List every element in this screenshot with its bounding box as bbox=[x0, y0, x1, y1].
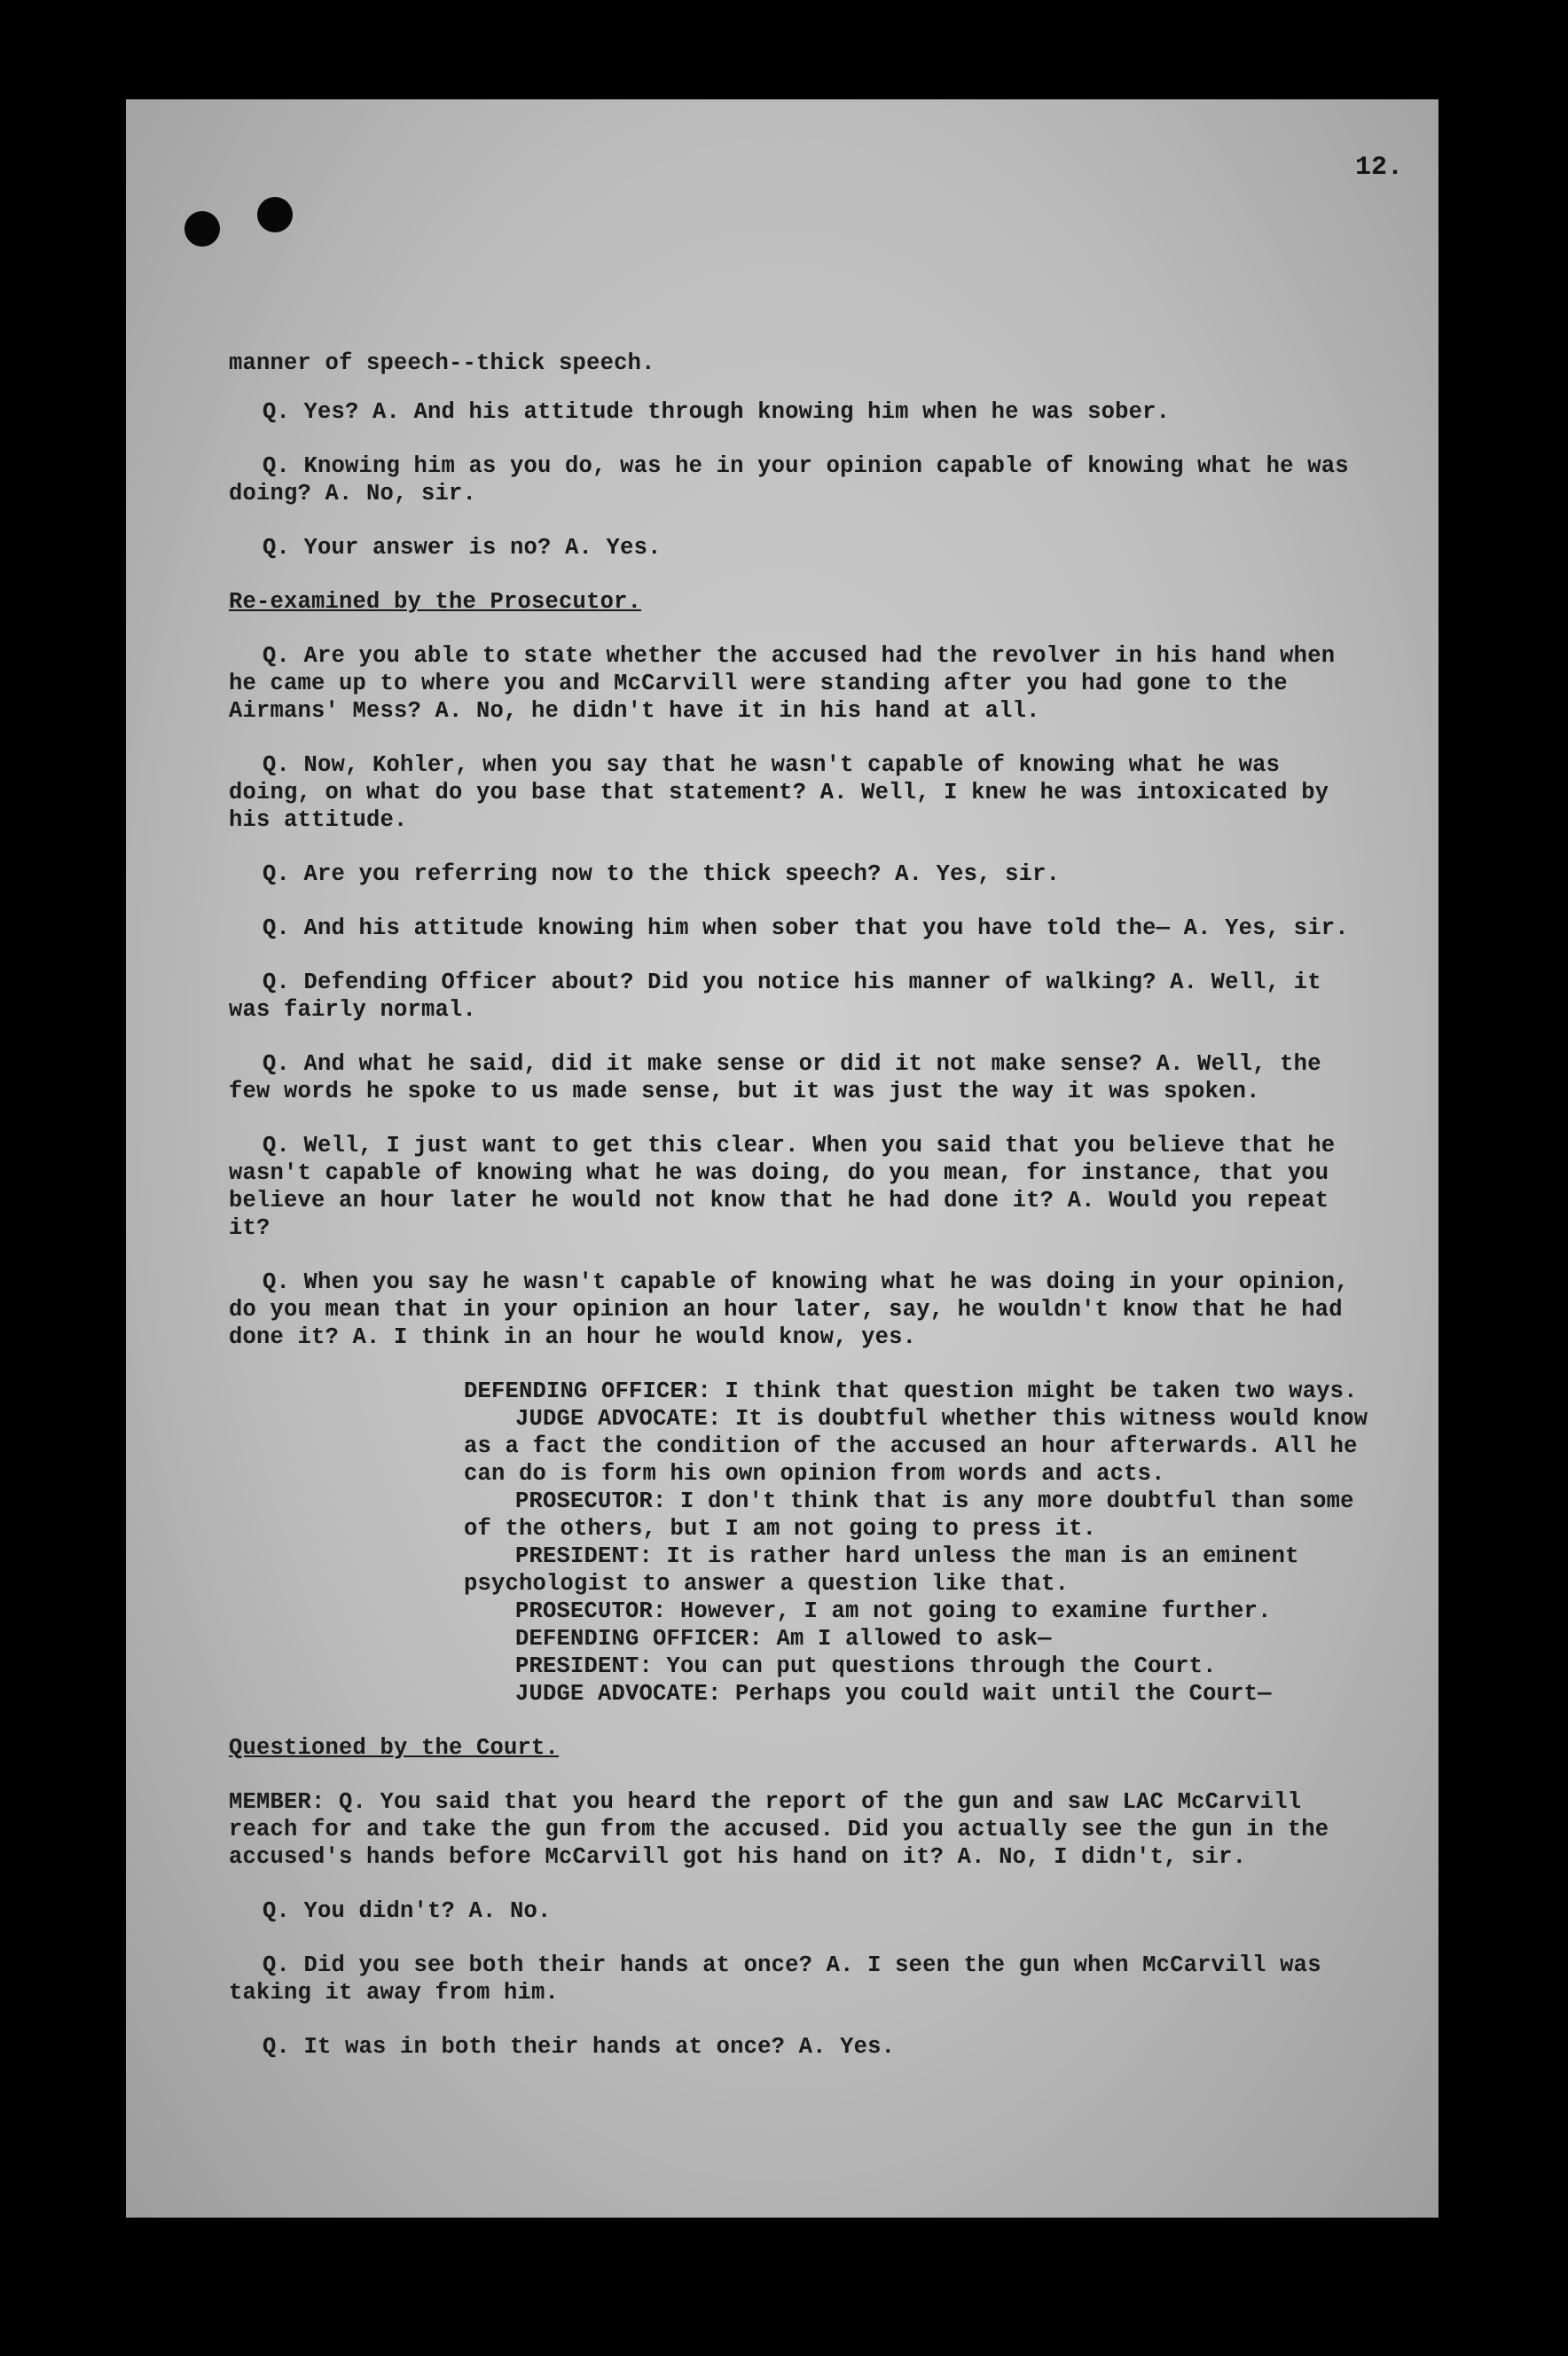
court-colloquy bbox=[464, 1378, 1368, 1708]
paragraph: Q. It was in both their hands at once? A. Yes. bbox=[263, 2034, 896, 2060]
colloquy-line: JUDGE ADVOCATE: Perhaps you could wait until the Court— bbox=[515, 1681, 1272, 1707]
section-heading: Questioned by the Court. bbox=[229, 1735, 560, 1761]
paragraph: Q. Well, I just want to get this clear. When you said that you believe that he wasn't capable of knowing what he was doing, do you mean, for instance, that you believe an hour later he would not know that he had done it? A. Would you repeat it? bbox=[229, 1133, 1336, 1241]
paragraph: MEMBER: Q. You said that you heard the report of the gun and saw LAC McCarvill reach for and take the gun from the accused. Did you actually see the gun in the accused's hands before McCarvill got his hand on it? A. No, I didn't, sir. bbox=[229, 1789, 1329, 1870]
paragraph: Q. Knowing him as you do, was he in your opinion capable of knowing what he was doing? A. No, sir. bbox=[229, 453, 1349, 507]
colloquy-line: PRESIDENT: It is rather hard unless the man is an eminent psychologist to answer a question like that. bbox=[464, 1543, 1299, 1597]
colloquy-line: PROSECUTOR: However, I am not going to examine further. bbox=[515, 1598, 1272, 1624]
page-number: 12. bbox=[1354, 153, 1403, 183]
paragraph: Q. Now, Kohler, when you say that he wasn't capable of knowing what he was doing, on what do you base that statement? A. Well, I knew he was intoxicated by his attitude. bbox=[229, 752, 1329, 833]
transcript-body bbox=[229, 349, 1368, 2061]
section-heading: Re-examined by the Prosecutor. bbox=[229, 589, 642, 615]
paragraph: Q. Are you able to state whether the accused had the revolver in his hand when he came up to where you and McCarvill were standing after you had gone to the Airmans' Mess? A. No, he didn't have it in his hand at all. bbox=[229, 643, 1336, 724]
colloquy-line: JUDGE ADVOCATE: It is doubtful whether this witness would know as a fact the condition of the accused an hour afterwards. All he can do is form his own opinion from words and acts. bbox=[464, 1406, 1368, 1487]
paragraph: Q. And his attitude knowing him when sober that you have told the— A. Yes, sir. bbox=[263, 915, 1349, 941]
colloquy-line: DEFENDING OFFICER: Am I allowed to ask— bbox=[515, 1626, 1052, 1652]
paragraph: manner of speech--thick speech. bbox=[229, 350, 655, 376]
paragraph: Q. And what he said, did it make sense or did it not make sense? A. Well, the few words he spoke to us made sense, but it was just the way it was spoken. bbox=[229, 1051, 1321, 1104]
colloquy-line: DEFENDING OFFICER: I think that question might be taken two ways. bbox=[464, 1378, 1358, 1404]
paragraph: Q. Defending Officer about? Did you notice his manner of walking? A. Well, it was fairly normal. bbox=[229, 970, 1321, 1023]
punch-hole bbox=[184, 211, 220, 247]
document-page bbox=[126, 99, 1439, 2218]
colloquy-line: PROSECUTOR: I don't think that is any more doubtful than some of the others, but I am not going to press it. bbox=[464, 1488, 1354, 1542]
paragraph: Q. When you say he wasn't capable of knowing what he was doing in your opinion, do you mean that in your opinion an hour later, say, he wouldn't know that he had done it? A. I think in an hour he would know, yes. bbox=[229, 1269, 1349, 1350]
colloquy-line: PRESIDENT: You can put questions through the Court. bbox=[515, 1653, 1217, 1679]
paragraph: Q. Your answer is no? A. Yes. bbox=[263, 535, 662, 561]
paragraph: Q. Yes? A. And his attitude through knowing him when he was sober. bbox=[263, 399, 1171, 425]
paragraph: Q. Did you see both their hands at once? A. I seen the gun when McCarvill was taking it away from him. bbox=[229, 1952, 1321, 2006]
punch-hole bbox=[257, 197, 293, 232]
paragraph: Q. You didn't? A. No. bbox=[263, 1898, 552, 1924]
paragraph: Q. Are you referring now to the thick speech? A. Yes, sir. bbox=[263, 861, 1061, 887]
